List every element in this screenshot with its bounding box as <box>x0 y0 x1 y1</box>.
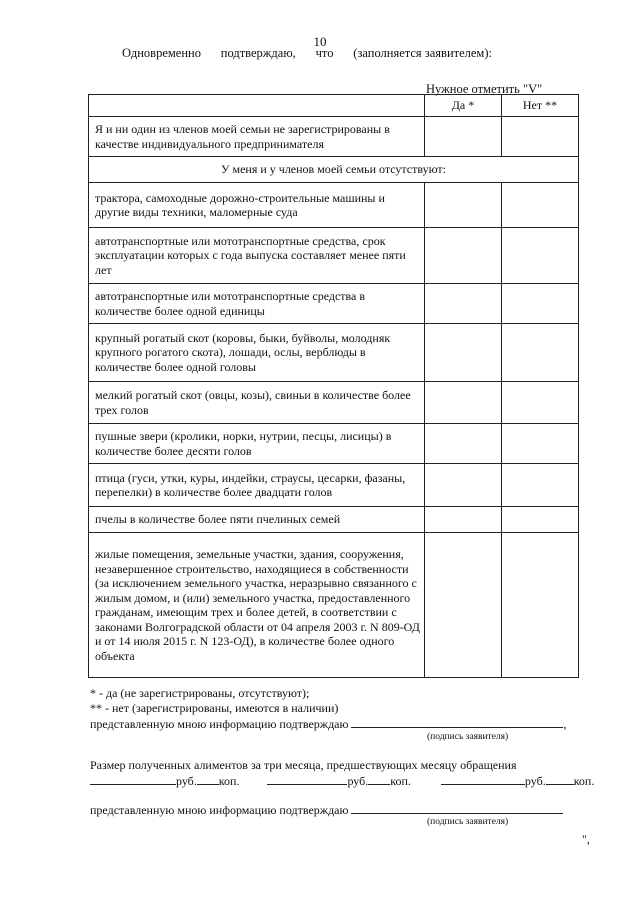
confirm-signature-line-2 <box>90 802 563 818</box>
signature-caption-2: (подпись заявителя) <box>427 817 509 827</box>
confirm-heading <box>122 46 492 61</box>
row-text: автотранспортные или мототранспортные средства, срок эксплуатации которых с года выпуска составляет менее пяти лет <box>89 228 425 284</box>
no-checkbox-cell[interactable] <box>502 507 579 533</box>
section-absent-heading: У меня и у членов моей семьи отсутствуют: <box>89 157 579 183</box>
no-checkbox-cell[interactable] <box>502 228 579 284</box>
alimony-amounts-line <box>90 773 594 789</box>
alimony-month2-rub-field[interactable] <box>267 773 347 785</box>
no-checkbox-cell[interactable] <box>502 324 579 382</box>
page-number: 10 <box>313 34 327 49</box>
yes-checkbox-cell[interactable] <box>425 284 502 324</box>
kop-label: коп. <box>390 774 411 788</box>
footnote-yes: * - да (не зарегистрированы, отсутствуют); <box>90 686 310 700</box>
yes-checkbox-cell[interactable] <box>425 183 502 228</box>
yes-checkbox-cell[interactable] <box>425 533 502 678</box>
table-row <box>89 284 579 324</box>
mark-note: Нужное отметить "V" <box>426 82 543 96</box>
yes-checkbox-cell[interactable] <box>425 464 502 507</box>
no-checkbox-cell[interactable] <box>502 382 579 424</box>
yes-checkbox-cell[interactable] <box>425 382 502 424</box>
rub-label: руб. <box>524 774 546 788</box>
table-row <box>89 324 579 382</box>
yes-checkbox-cell[interactable] <box>425 117 502 157</box>
table-row <box>89 183 579 228</box>
table-row <box>89 424 579 464</box>
header-blank-cell <box>89 95 425 117</box>
kop-label: коп. <box>573 774 595 788</box>
signature-field[interactable] <box>351 716 563 728</box>
footnote-no: ** - нет (зарегистрированы, имеются в наличии) <box>90 701 339 715</box>
row-text: пчелы в количестве более пяти пчелиных семей <box>89 507 425 533</box>
confirm-word-3: что <box>315 46 334 60</box>
row-text: мелкий рогатый скот (овцы, козы), свиньи в количестве более трех голов <box>89 382 425 424</box>
confirm-text-2: представленную мною информацию подтверждаю <box>90 803 349 817</box>
row-text: птица (гуси, утки, куры, индейки, страусы, цесарки, фазаны, перепелки) в количестве более двадцати голов <box>89 464 425 507</box>
no-checkbox-cell[interactable] <box>502 117 579 157</box>
table-header-row <box>89 95 579 117</box>
signature-field-2[interactable] <box>351 802 563 814</box>
confirm-word-1: Одновременно <box>122 46 201 60</box>
confirm-text: представленную мною информацию подтверждаю <box>90 717 349 731</box>
alimony-month1-kop-field[interactable] <box>197 773 219 785</box>
alimony-month2-kop-field[interactable] <box>368 773 390 785</box>
column-no-header: Нет ** <box>502 95 579 117</box>
confirm-word-4: (заполняется заявителем): <box>353 46 492 60</box>
row-text: автотранспортные или мототранспортные средства в количестве более одной единицы <box>89 284 425 324</box>
row-text: пушные звери (кролики, норки, нутрии, песцы, лисицы) в количестве более десяти голов <box>89 424 425 464</box>
no-checkbox-cell[interactable] <box>502 464 579 507</box>
row-text: жилые помещения, земельные участки, здания, сооружения, незавершенное строительство, находящиеся в собственности (за исключением земельного участка, неразрывно связанного с жилым домом, и (или) земельного участка, предоставленного гражданам, имеющим трех и более детей, в соответствии с законами Волгоградской области от 04 апреля 2003 г. N 809-ОД и от 14 июля 2015 г. N 123-ОД), в количестве более одного объекта <box>89 533 425 678</box>
declaration-table <box>88 94 579 678</box>
no-checkbox-cell[interactable] <box>502 533 579 678</box>
row-text: трактора, самоходные дорожно-строительные машины и другие виды техники, маломерные суда <box>89 183 425 228</box>
row-text: крупный рогатый скот (коровы, быки, буйволы, молодняк крупного рогатого скота), лошади, ослы, верблюды в количестве более одной головы <box>89 324 425 382</box>
confirm-signature-line: представленную мною информацию подтверждаю , <box>90 717 567 731</box>
rub-label: руб. <box>176 774 197 788</box>
rub-label: руб. <box>347 774 369 788</box>
no-checkbox-cell[interactable] <box>502 284 579 324</box>
no-checkbox-cell[interactable] <box>502 183 579 228</box>
table-row <box>89 464 579 507</box>
alimony-month3-kop-field[interactable] <box>546 773 574 785</box>
alimony-month1-rub-field[interactable] <box>90 773 176 785</box>
table-row <box>89 117 579 157</box>
table-row <box>89 533 579 678</box>
yes-checkbox-cell[interactable] <box>425 228 502 284</box>
row-entrepreneur-text: Я и ни один из членов моей семьи не зарегистрированы в качестве индивидуального предпринимателя <box>89 117 425 157</box>
alimony-month3-rub-field[interactable] <box>441 773 525 785</box>
column-yes-header: Да * <box>425 95 502 117</box>
alimony-title: Размер полученных алиментов за три месяца, предшествующих месяцу обращения <box>90 758 517 772</box>
confirm-word-2: подтверждаю, <box>220 46 296 60</box>
table-row <box>89 228 579 284</box>
yes-checkbox-cell[interactable] <box>425 324 502 382</box>
signature-caption: (подпись заявителя) <box>427 732 509 742</box>
section-row <box>89 157 579 183</box>
table-row <box>89 507 579 533</box>
table-row <box>89 382 579 424</box>
yes-checkbox-cell[interactable] <box>425 507 502 533</box>
kop-label: коп. <box>218 774 240 788</box>
yes-checkbox-cell[interactable] <box>425 424 502 464</box>
closing-quote-mark: ", <box>582 832 590 846</box>
no-checkbox-cell[interactable] <box>502 424 579 464</box>
